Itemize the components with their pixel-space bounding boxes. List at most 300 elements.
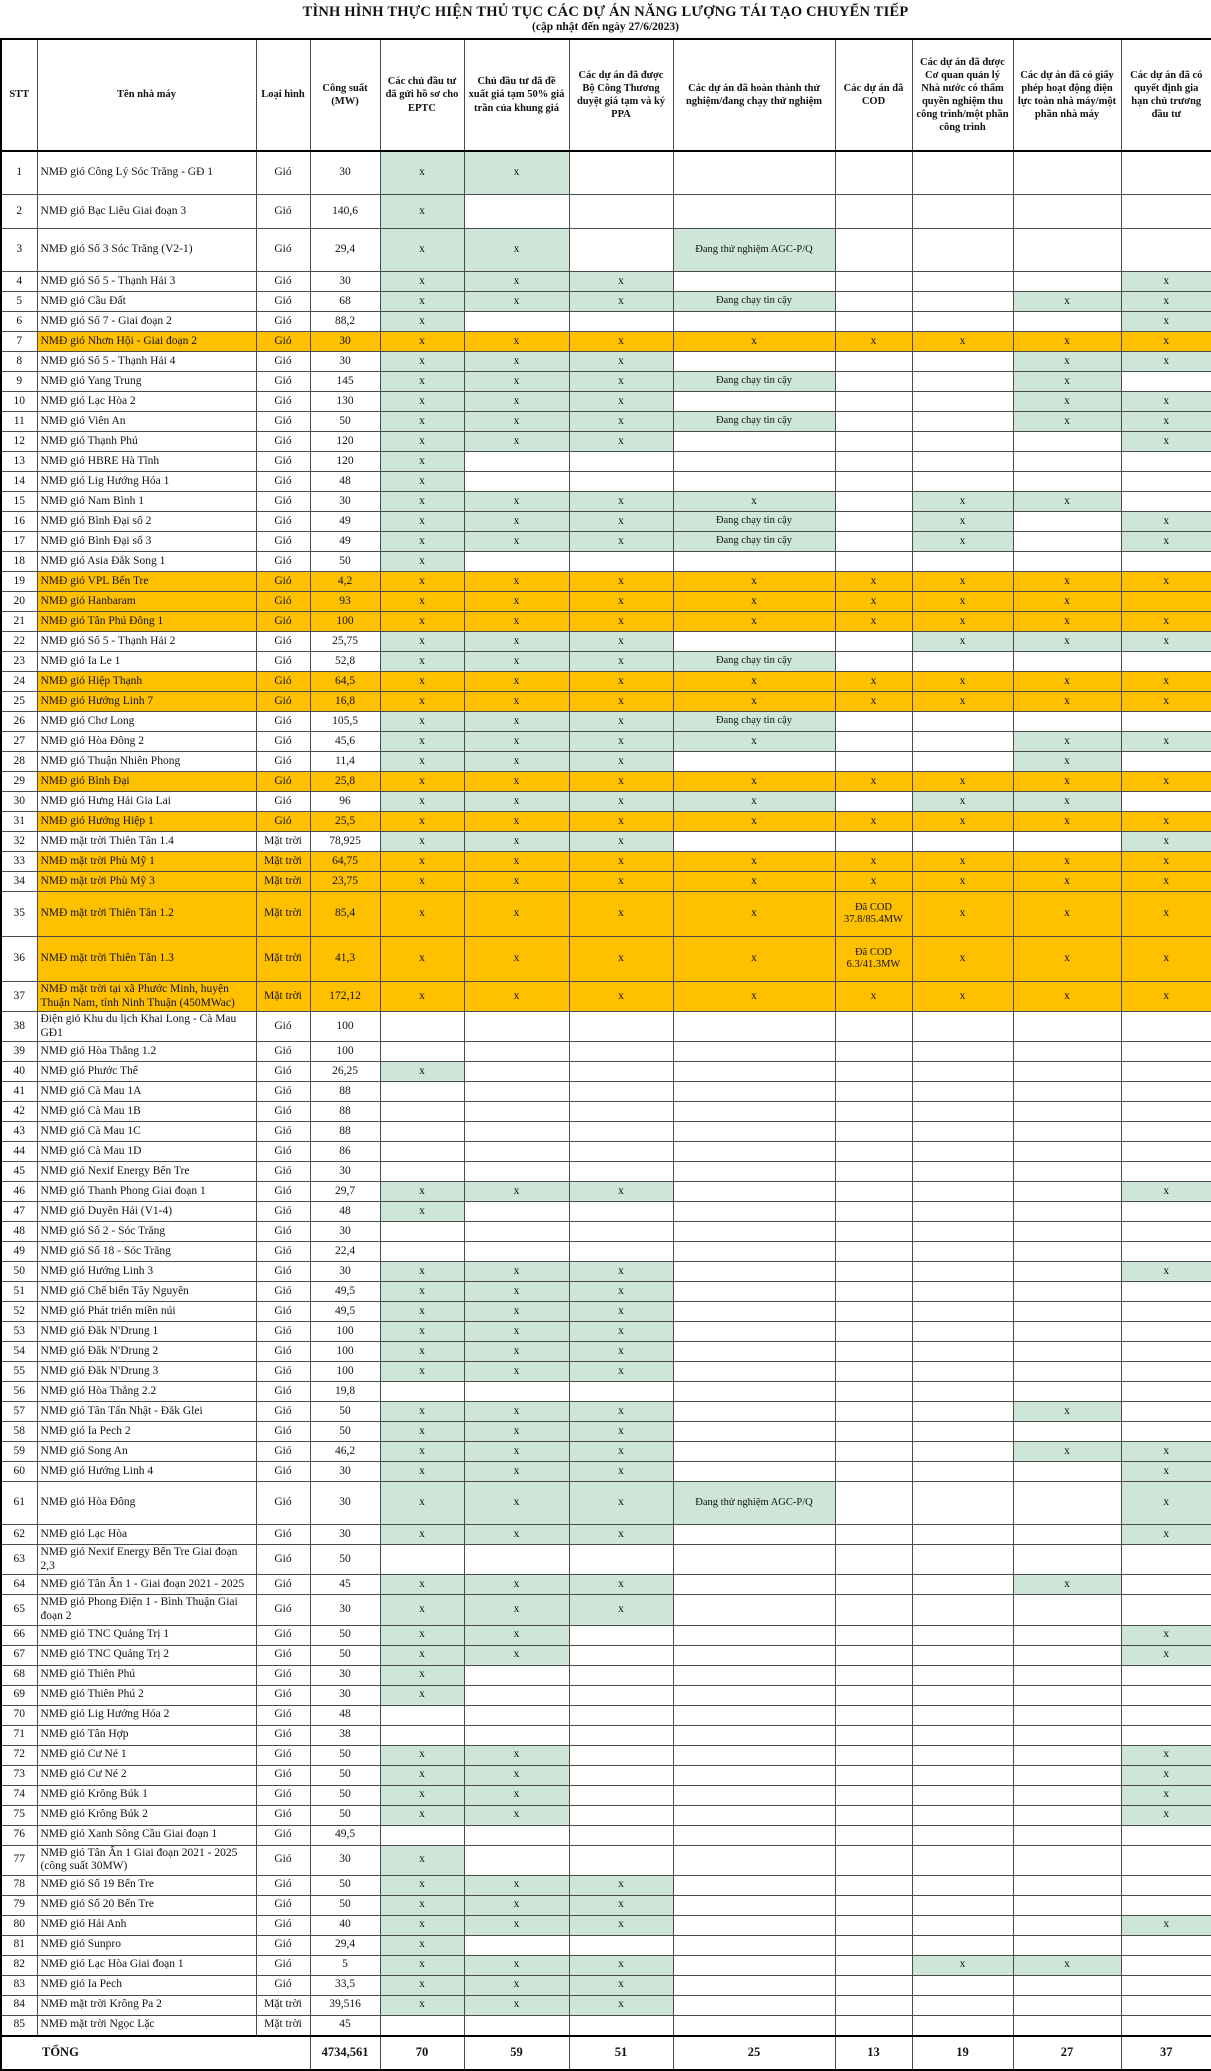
cell-status-9 [835,312,912,332]
cell-plant-type: Gió [256,712,310,732]
cell-status-10 [912,1482,1013,1525]
cell-status-6: x [464,151,569,195]
cell-plant-name: NMĐ gió Số 19 Bến Tre [37,1875,256,1895]
column-header-2: Tên nhà máy [37,39,256,151]
cell-status-10 [912,732,1013,752]
cell-status-8 [673,1162,835,1182]
cell-status-10 [912,1062,1013,1082]
cell-status-6: x [464,1975,569,1995]
cell-status-10 [912,1282,1013,1302]
table-row [1,392,1211,412]
cell-capacity: 50 [310,1402,380,1422]
cell-status-12 [1121,1282,1211,1302]
cell-status-9 [835,532,912,552]
cell-capacity: 5 [310,1955,380,1975]
cell-status-12 [1121,1202,1211,1222]
cell-status-9: x [835,772,912,792]
cell-status-8 [673,392,835,412]
cell-capacity: 30 [310,151,380,195]
cell-status-10: x [912,937,1013,982]
cell-status-12 [1121,1705,1211,1725]
cell-status-6: x [464,432,569,452]
cell-plant-type: Gió [256,1062,310,1082]
cell-status-7: x [569,1915,673,1935]
total-status-8: 25 [673,2036,835,2070]
table-row [1,937,1211,982]
cell-status-5: x [380,1935,464,1955]
cell-status-5: x [380,712,464,732]
cell-status-10 [912,1462,1013,1482]
cell-status-12: x [1121,1262,1211,1282]
cell-stt: 56 [1,1382,37,1402]
cell-status-7: x [569,1262,673,1282]
cell-stt: 11 [1,412,37,432]
cell-status-10 [912,1665,1013,1685]
cell-plant-type: Gió [256,592,310,612]
cell-plant-name: NMĐ mặt trời Krông Pa 2 [37,1995,256,2015]
cell-status-6: x [464,652,569,672]
cell-capacity: 25,5 [310,812,380,832]
cell-status-7: x [569,672,673,692]
cell-stt: 55 [1,1362,37,1382]
table-row [1,1442,1211,1462]
cell-status-10 [912,1122,1013,1142]
cell-plant-name: NMĐ gió Số 18 - Sóc Trăng [37,1242,256,1262]
cell-status-6 [464,1545,569,1575]
cell-status-5: x [380,532,464,552]
cell-status-10 [912,229,1013,272]
cell-status-8 [673,1182,835,1202]
cell-status-9 [835,1262,912,1282]
cell-status-11 [1013,1082,1121,1102]
cell-status-7 [569,1162,673,1182]
cell-capacity: 23,75 [310,872,380,892]
cell-status-6: x [464,1915,569,1935]
table-row [1,1042,1211,1062]
cell-status-9 [835,1875,912,1895]
cell-status-6: x [464,832,569,852]
cell-capacity: 50 [310,552,380,572]
cell-status-7 [569,452,673,472]
cell-status-8 [673,1062,835,1082]
cell-capacity: 45 [310,1575,380,1595]
cell-status-9 [835,1162,912,1182]
table-row [1,512,1211,532]
cell-capacity: 145 [310,372,380,392]
cell-capacity: 30 [310,1525,380,1545]
cell-status-7 [569,1625,673,1645]
cell-status-6: x [464,272,569,292]
cell-plant-name: NMĐ gió Krông Búk 2 [37,1805,256,1825]
cell-status-5: x [380,392,464,412]
cell-capacity: 30 [310,1462,380,1482]
cell-status-10 [912,832,1013,852]
cell-status-10 [912,552,1013,572]
cell-status-8: Đang thử nghiệm AGC-P/Q [673,1482,835,1525]
cell-status-7: x [569,832,673,852]
cell-status-9: x [835,692,912,712]
cell-status-11: x [1013,492,1121,512]
cell-status-6: x [464,1342,569,1362]
cell-status-5: x [380,1805,464,1825]
cell-capacity: 50 [310,1625,380,1645]
cell-status-11: x [1013,692,1121,712]
cell-status-10 [912,1082,1013,1102]
cell-status-10: x [912,532,1013,552]
cell-plant-type: Gió [256,612,310,632]
cell-plant-type: Gió [256,1082,310,1102]
cell-status-11 [1013,1322,1121,1342]
cell-status-10 [912,1895,1013,1915]
cell-capacity: 50 [310,1422,380,1442]
cell-status-7: x [569,392,673,412]
table-row [1,1202,1211,1222]
cell-stt: 24 [1,672,37,692]
cell-status-12 [1121,492,1211,512]
cell-plant-type: Gió [256,1805,310,1825]
cell-plant-type: Gió [256,272,310,292]
cell-status-12 [1121,1595,1211,1625]
cell-stt: 28 [1,752,37,772]
cell-stt: 42 [1,1102,37,1122]
cell-stt: 59 [1,1442,37,1462]
cell-status-5: x [380,982,464,1012]
table-row [1,632,1211,652]
cell-status-10: x [912,492,1013,512]
cell-status-5: x [380,1745,464,1765]
cell-status-7: x [569,792,673,812]
cell-status-8 [673,1082,835,1102]
cell-capacity: 64,75 [310,852,380,872]
cell-status-11: x [1013,332,1121,352]
cell-status-9: x [835,812,912,832]
cell-plant-type: Gió [256,1875,310,1895]
cell-status-7 [569,1102,673,1122]
cell-stt: 48 [1,1222,37,1242]
cell-status-8 [673,1645,835,1665]
cell-status-11 [1013,229,1121,272]
table-row [1,1805,1211,1825]
table-row [1,151,1211,195]
cell-status-8 [673,1362,835,1382]
cell-stt: 2 [1,195,37,229]
cell-plant-type: Mặt trời [256,982,310,1012]
cell-status-8: x [673,492,835,512]
cell-plant-type: Gió [256,1935,310,1955]
cell-status-7: x [569,1875,673,1895]
cell-status-10: x [912,632,1013,652]
cell-status-8 [673,1042,835,1062]
cell-plant-type: Gió [256,1242,310,1262]
total-status-9: 13 [835,2036,912,2070]
cell-capacity: 120 [310,452,380,472]
cell-status-9: x [835,852,912,872]
cell-plant-name: NMĐ gió Asia Đắk Song 1 [37,552,256,572]
cell-status-6: x [464,712,569,732]
cell-plant-type: Gió [256,432,310,452]
cell-status-6: x [464,772,569,792]
table-row [1,1242,1211,1262]
cell-plant-type: Gió [256,1525,310,1545]
cell-status-6: x [464,532,569,552]
cell-status-11 [1013,1222,1121,1242]
cell-status-10 [912,352,1013,372]
cell-status-9 [835,1442,912,1462]
cell-status-5: x [380,1322,464,1342]
table-row [1,982,1211,1012]
cell-capacity: 49 [310,512,380,532]
cell-status-6 [464,1202,569,1222]
cell-plant-name: NMĐ gió Nam Bình 1 [37,492,256,512]
cell-status-9 [835,712,912,732]
cell-status-8 [673,151,835,195]
cell-stt: 21 [1,612,37,632]
cell-status-6: x [464,1442,569,1462]
cell-status-9 [835,392,912,412]
cell-status-10 [912,195,1013,229]
cell-plant-type: Gió [256,1825,310,1845]
cell-status-9 [835,1765,912,1785]
cell-capacity: 11,4 [310,752,380,772]
cell-status-9 [835,372,912,392]
cell-plant-type: Gió [256,1262,310,1282]
cell-status-11 [1013,1545,1121,1575]
cell-plant-type: Gió [256,1282,310,1302]
cell-status-5: x [380,1302,464,1322]
cell-stt: 40 [1,1062,37,1082]
cell-plant-type: Gió [256,195,310,229]
cell-stt: 17 [1,532,37,552]
cell-status-6: x [464,1262,569,1282]
cell-plant-type: Gió [256,492,310,512]
cell-status-11 [1013,1665,1121,1685]
cell-status-9 [835,452,912,472]
cell-plant-type: Gió [256,732,310,752]
cell-status-7 [569,151,673,195]
cell-stt: 68 [1,1665,37,1685]
cell-stt: 18 [1,552,37,572]
cell-plant-name: NMĐ gió Krông Búk 1 [37,1785,256,1805]
cell-status-5 [380,1222,464,1242]
cell-capacity: 30 [310,1262,380,1282]
cell-plant-name: NMĐ mặt trời Thiên Tân 1.4 [37,832,256,852]
cell-status-12 [1121,1955,1211,1975]
cell-status-10: x [912,332,1013,352]
cell-status-9 [835,1382,912,1402]
column-header-12: Các dự án đã có quyết định gia hạn chủ trương đầu tư [1121,39,1211,151]
cell-plant-type: Mặt trời [256,2015,310,2036]
cell-status-5: x [380,1575,464,1595]
cell-status-12: x [1121,512,1211,532]
cell-status-10 [912,412,1013,432]
cell-status-11 [1013,712,1121,732]
table-row [1,532,1211,552]
cell-plant-name: NMĐ gió Hướng Linh 7 [37,692,256,712]
cell-status-8 [673,312,835,332]
cell-status-5: x [380,1202,464,1222]
cell-status-9 [835,432,912,452]
cell-plant-name: NMĐ gió HBRE Hà Tĩnh [37,452,256,472]
cell-status-10 [912,1545,1013,1575]
cell-plant-type: Gió [256,1915,310,1935]
cell-status-7: x [569,1442,673,1462]
cell-status-6 [464,1705,569,1725]
cell-status-11 [1013,1422,1121,1442]
cell-status-5: x [380,612,464,632]
cell-stt: 62 [1,1525,37,1545]
cell-plant-name: NMĐ gió Thiên Phú 2 [37,1685,256,1705]
cell-stt: 63 [1,1545,37,1575]
cell-status-9 [835,1645,912,1665]
page-title: TÌNH HÌNH THỰC HIỆN THỦ TỤC CÁC DỰ ÁN NĂNG LƯỢNG TÁI TẠO CHUYỂN TIẾP [302,4,909,20]
cell-status-9: x [835,872,912,892]
cell-plant-type: Gió [256,452,310,472]
cell-plant-type: Gió [256,1142,310,1162]
cell-status-6 [464,1082,569,1102]
cell-status-12: x [1121,532,1211,552]
table-row [1,1182,1211,1202]
cell-status-11 [1013,1995,1121,2015]
cell-plant-type: Mặt trời [256,872,310,892]
cell-status-10 [912,1102,1013,1122]
cell-status-11 [1013,1242,1121,1262]
table-row [1,692,1211,712]
cell-status-8 [673,1102,835,1122]
table-row [1,1142,1211,1162]
cell-capacity: 50 [310,1805,380,1825]
cell-stt: 52 [1,1302,37,1322]
cell-status-12 [1121,1382,1211,1402]
cell-capacity: 45,6 [310,732,380,752]
cell-status-8 [673,832,835,852]
cell-stt: 9 [1,372,37,392]
table-row [1,492,1211,512]
cell-plant-name: NMĐ gió Nhơn Hội - Giai đoạn 2 [37,332,256,352]
table-row [1,1482,1211,1525]
table-row [1,1082,1211,1102]
cell-status-7: x [569,652,673,672]
cell-status-9 [835,1625,912,1645]
cell-stt: 7 [1,332,37,352]
cell-stt: 22 [1,632,37,652]
cell-status-5 [380,1142,464,1162]
cell-status-9 [835,1785,912,1805]
cell-status-12 [1121,1545,1211,1575]
cell-status-8 [673,1705,835,1725]
cell-status-8: x [673,612,835,632]
cell-status-7: x [569,632,673,652]
cell-status-7 [569,1062,673,1082]
cell-stt: 43 [1,1122,37,1142]
cell-status-10 [912,292,1013,312]
cell-status-11 [1013,552,1121,572]
table-row [1,1665,1211,1685]
cell-status-6: x [464,372,569,392]
cell-stt: 5 [1,292,37,312]
cell-status-5: x [380,937,464,982]
cell-status-11: x [1013,772,1121,792]
cell-status-7 [569,1012,673,1042]
cell-plant-type: Gió [256,1665,310,1685]
cell-status-6: x [464,1895,569,1915]
cell-stt: 73 [1,1765,37,1785]
cell-status-9 [835,1825,912,1845]
cell-status-12: x [1121,832,1211,852]
cell-status-6: x [464,572,569,592]
cell-status-11 [1013,1042,1121,1062]
cell-capacity: 30 [310,1685,380,1705]
cell-plant-type: Gió [256,512,310,532]
cell-status-5 [380,1122,464,1142]
cell-status-7: x [569,1575,673,1595]
cell-stt: 25 [1,692,37,712]
cell-plant-name: NMĐ gió Cà Mau 1D [37,1142,256,1162]
cell-status-10: x [912,592,1013,612]
cell-plant-type: Gió [256,1705,310,1725]
table-row [1,1705,1211,1725]
cell-status-8 [673,632,835,652]
table-row [1,312,1211,332]
cell-status-9 [835,1895,912,1915]
cell-stt: 46 [1,1182,37,1202]
cell-status-8 [673,1012,835,1042]
cell-status-8 [673,1322,835,1342]
cell-status-7 [569,1765,673,1785]
cell-status-9 [835,1575,912,1595]
cell-status-8 [673,1685,835,1705]
cell-stt: 67 [1,1645,37,1665]
cell-status-11 [1013,1202,1121,1222]
cell-plant-name: NMĐ gió Hướng Hiệp 1 [37,812,256,832]
cell-status-12: x [1121,412,1211,432]
cell-status-11 [1013,1462,1121,1482]
cell-plant-name: NMĐ gió TNC Quảng Trị 1 [37,1625,256,1645]
cell-status-5: x [380,1422,464,1442]
cell-status-8 [673,452,835,472]
cell-status-11: x [1013,392,1121,412]
cell-status-8 [673,1995,835,2015]
cell-capacity: 30 [310,1595,380,1625]
cell-status-10 [912,1825,1013,1845]
cell-status-12: x [1121,612,1211,632]
cell-plant-type: Gió [256,792,310,812]
cell-capacity: 100 [310,1342,380,1362]
cell-status-10 [912,1595,1013,1625]
cell-status-7: x [569,712,673,732]
cell-plant-type: Gió [256,1895,310,1915]
table-header [1,39,1211,151]
cell-status-5: x [380,1595,464,1625]
cell-status-8 [673,1665,835,1685]
cell-status-9 [835,1342,912,1362]
cell-status-9 [835,552,912,572]
cell-status-10: x [912,612,1013,632]
cell-status-10 [912,1302,1013,1322]
cell-status-5: x [380,1895,464,1915]
cell-plant-name: NMĐ gió Bạc Liêu Giai đoạn 3 [37,195,256,229]
cell-status-11 [1013,1935,1121,1955]
cell-plant-type: Gió [256,151,310,195]
cell-status-8 [673,1282,835,1302]
cell-status-11 [1013,472,1121,492]
cell-status-5: x [380,1665,464,1685]
cell-status-9 [835,1202,912,1222]
cell-status-7: x [569,812,673,832]
cell-status-6 [464,1062,569,1082]
cell-stt: 31 [1,812,37,832]
cell-plant-name: NMĐ gió Chế biến Tây Nguyên [37,1282,256,1302]
cell-status-7: x [569,1995,673,2015]
